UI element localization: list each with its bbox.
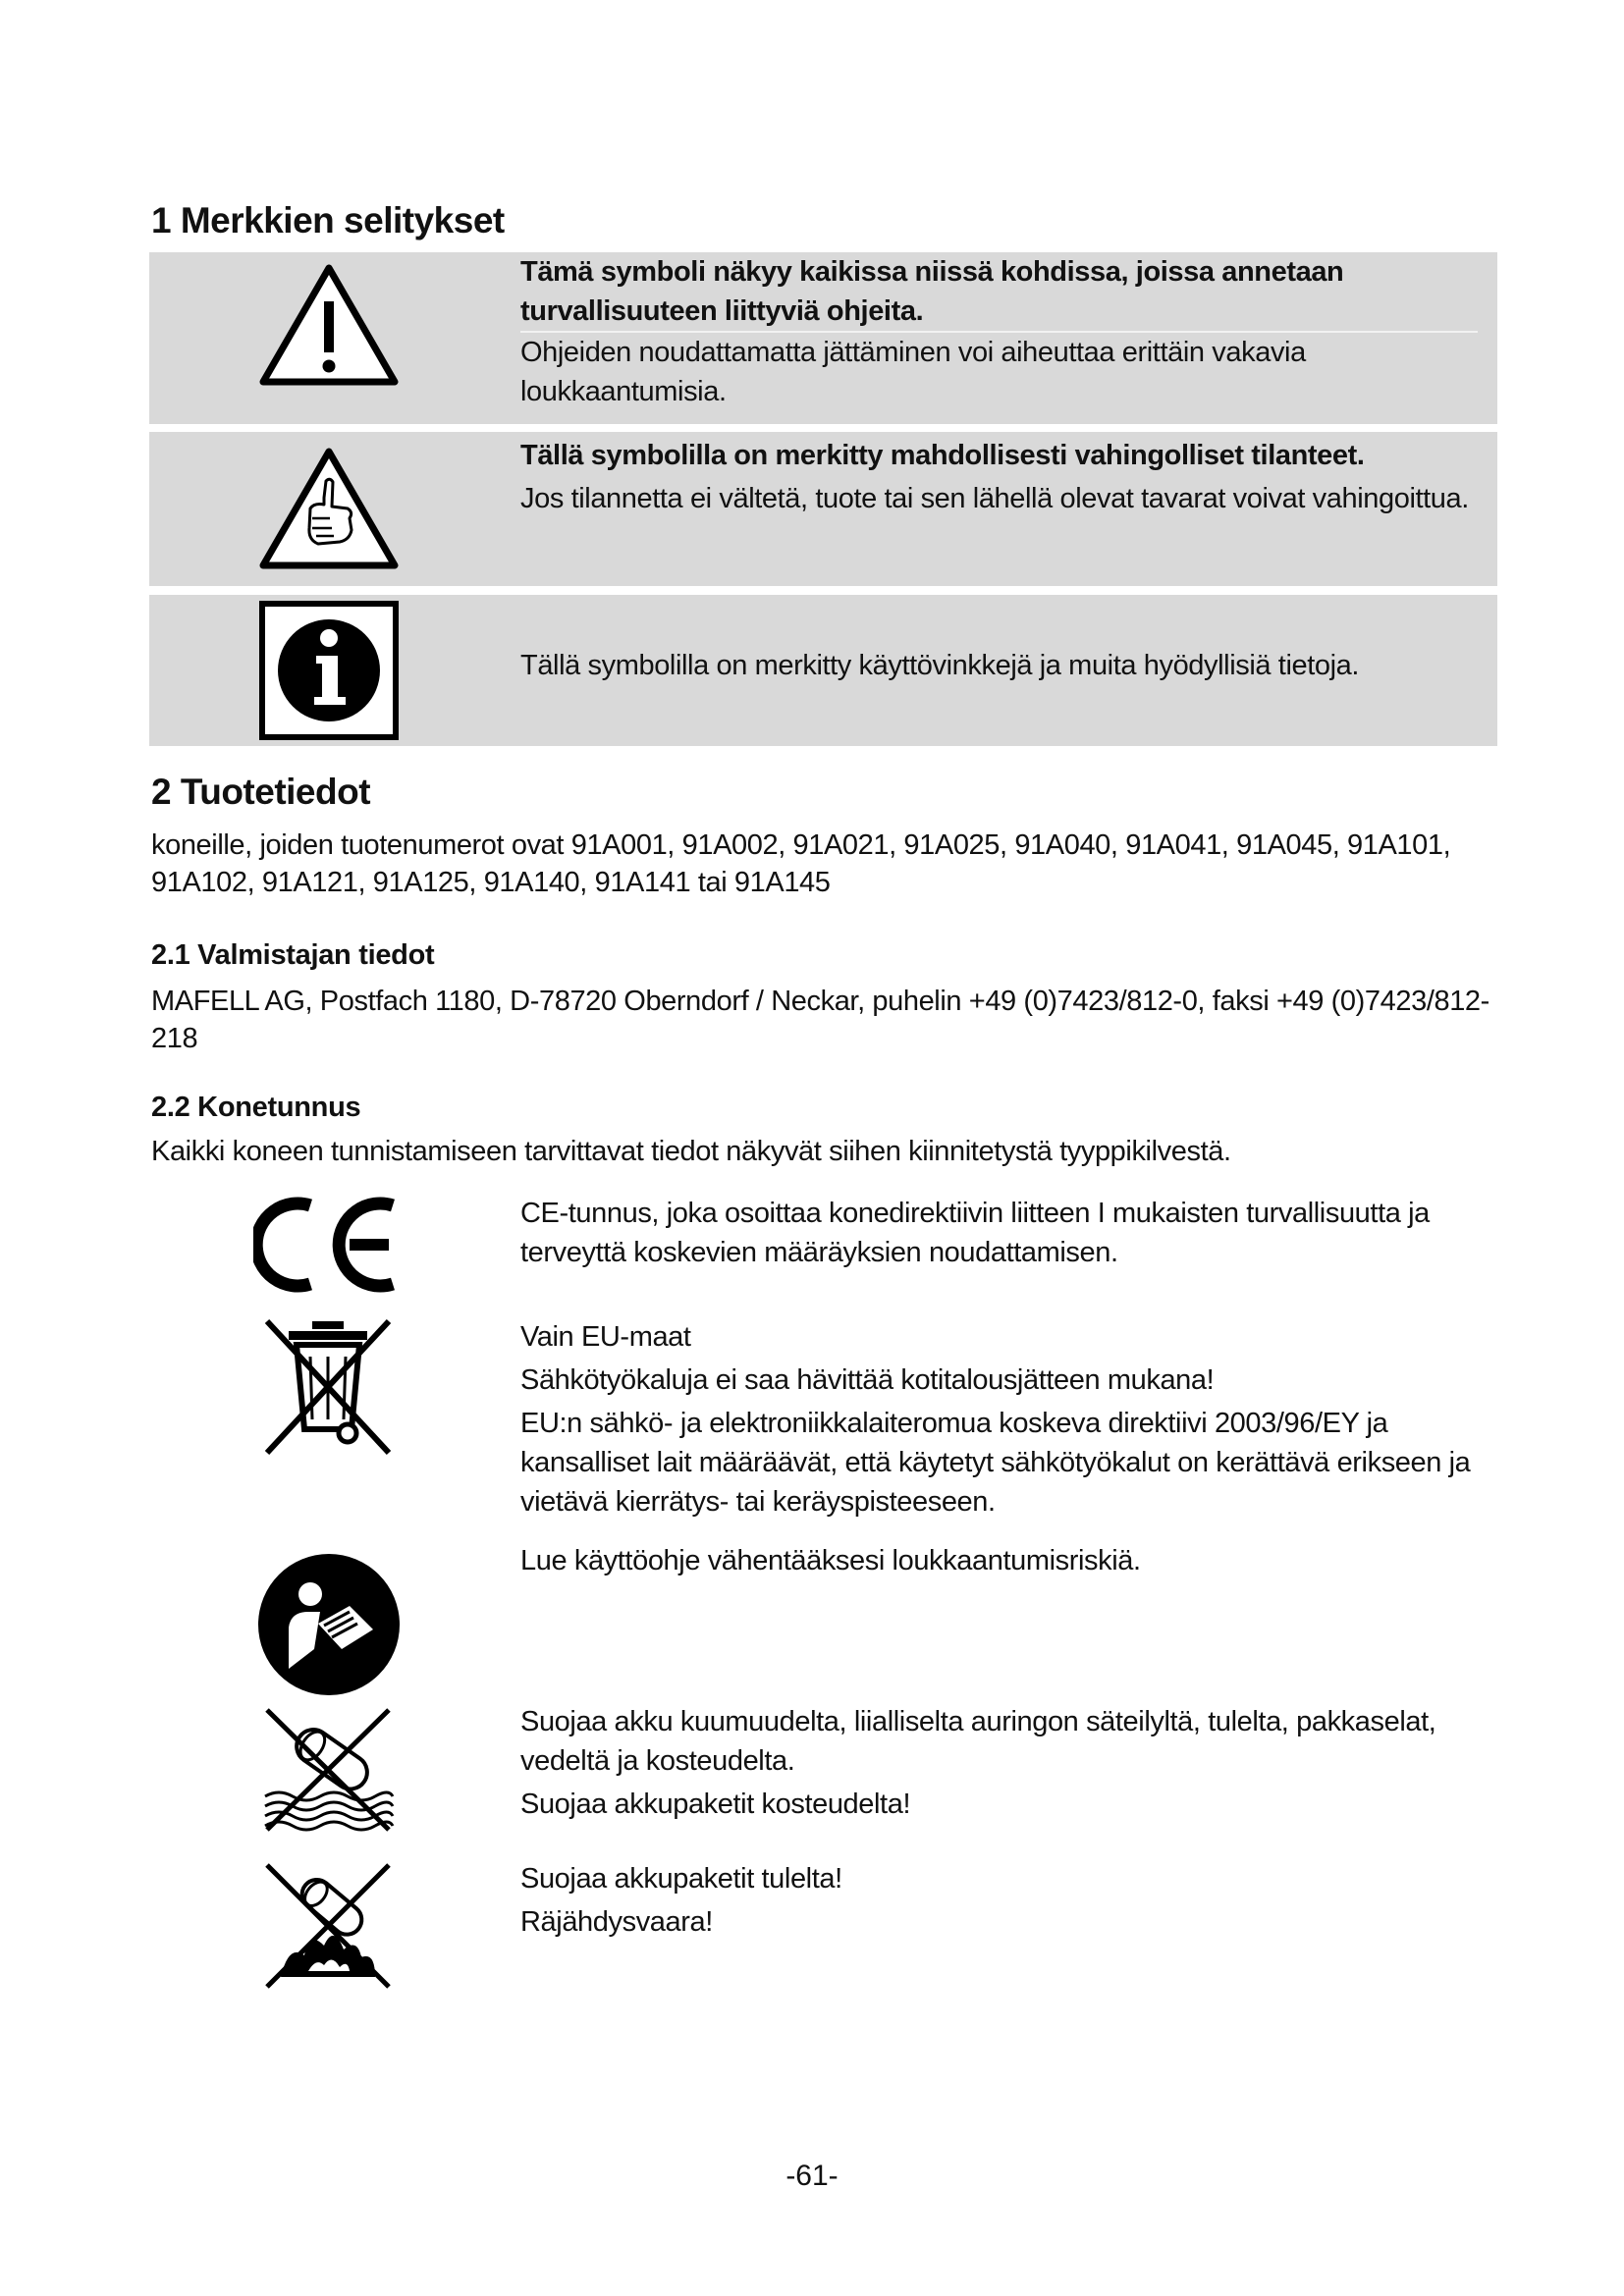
section-2-1-title: 2.1 Valmistajan tiedot bbox=[151, 939, 435, 971]
warning-bold-line-2: turvallisuuteen liittyviä ohjeita. bbox=[520, 292, 1478, 333]
ce-mark-line-2: terveyttä koskevien määräyksien noudattamisen. bbox=[520, 1237, 1118, 1268]
caution-bold-line: Tällä symbolilla on merkitty mahdollisesti vahingolliset tilanteet. bbox=[520, 440, 1365, 471]
weee-line-5: vietävä kierrätys- tai keräyspisteeseen. bbox=[520, 1486, 996, 1518]
weee-line-3: EU:n sähkö- ja elektroniikkalaiteromua koskeva direktiivi 2003/96/EY ja bbox=[520, 1408, 1388, 1439]
fire-line-1: Suojaa akkupaketit tulelta! bbox=[520, 1863, 842, 1895]
read-manual-line-1: Lue käyttöohje vähentääksesi loukkaantumisriskiä. bbox=[520, 1545, 1141, 1576]
heat-water-text bbox=[520, 1702, 1492, 1824]
heat-water-line-1: Suojaa akku kuumuudelta, liialliselta auringon säteilyltä, tulelta, pakkaselat, bbox=[520, 1706, 1436, 1737]
manufacturer-info bbox=[151, 983, 1489, 1057]
manufacturer-line-1: MAFELL AG, Postfach 1180, D-78720 Oberndorf / Neckar, puhelin +49 (0)7423/812-0, faksi +49 (0)7423/812- bbox=[151, 986, 1489, 1017]
product-numbers-line-2: 91A102, 91A121, 91A125, 91A140, 91A141 tai 91A145 bbox=[151, 867, 831, 898]
warning-bold-line-1: Tämä symboli näkyy kaikissa niissä kohdissa, joissa annetaan bbox=[520, 256, 1344, 288]
warning-text-line-2: loukkaantumisia. bbox=[520, 376, 727, 407]
manufacturer-line-2: 218 bbox=[151, 1023, 198, 1054]
caution-text-line: Jos tilannetta ei vältetä, tuote tai sen lähellä olevat tavarat voivat vahingoittua. bbox=[520, 483, 1469, 514]
section-1-title: 1 Merkkien selitykset bbox=[151, 200, 505, 240]
symbol-panel-info bbox=[149, 595, 1497, 746]
no-fire-battery-icon bbox=[259, 1861, 397, 1991]
ce-mark-text bbox=[520, 1194, 1492, 1272]
weee-line-1: Vain EU-maat bbox=[520, 1321, 691, 1353]
weee-text bbox=[520, 1317, 1492, 1522]
heat-water-line-2: vedeltä ja kosteudelta. bbox=[520, 1745, 795, 1777]
product-numbers-line-1: koneille, joiden tuotenumerot ovat 91A001, 91A002, 91A021, 91A025, 91A040, 91A041, 91A045, 91A101, bbox=[151, 829, 1451, 861]
crossed-bin-icon bbox=[259, 1313, 397, 1461]
symbol-panel-warning bbox=[149, 252, 1497, 424]
page-number: -61- bbox=[785, 2160, 839, 2192]
heat-water-line-3: Suojaa akkupaketit kosteudelta! bbox=[520, 1789, 911, 1820]
warning-text-line-1: Ohjeiden noudattamatta jättäminen voi aiheuttaa erittäin vakavia bbox=[520, 337, 1306, 368]
ce-mark-line-1: CE-tunnus, joka osoittaa konedirektiivin liitteen I mukaisten turvallisuutta ja bbox=[520, 1198, 1430, 1229]
hand-warning-triangle-icon bbox=[255, 444, 403, 573]
section-2-title: 2 Tuotetiedot bbox=[151, 772, 371, 812]
fire-text bbox=[520, 1859, 1492, 1942]
symbol-panel-caution bbox=[149, 432, 1497, 586]
weee-line-2: Sähkötyökaluja ei saa hävittää kotitalousjätteen mukana! bbox=[520, 1364, 1215, 1396]
product-numbers bbox=[151, 827, 1450, 901]
weee-line-4: kansalliset lait määräävät, että käytetyt sähkötyökalut on kerättävä erikseen ja bbox=[520, 1447, 1471, 1478]
fire-line-2: Räjähdysvaara! bbox=[520, 1906, 713, 1938]
warning-triangle-icon bbox=[255, 260, 403, 390]
no-heat-water-battery-icon bbox=[259, 1706, 397, 1834]
type-plate-intro: Kaikki koneen tunnistamiseen tarvittavat tiedot näkyvät siihen kiinnitetystä tyyppikilvestä. bbox=[151, 1136, 1231, 1167]
info-text-line: Tällä symbolilla on merkitty käyttövinkkejä ja muita hyödyllisiä tietoja. bbox=[520, 650, 1360, 681]
read-manual-icon bbox=[255, 1551, 403, 1698]
ce-mark-icon bbox=[253, 1196, 401, 1294]
info-icon bbox=[257, 599, 401, 742]
section-2-2-title: 2.2 Konetunnus bbox=[151, 1092, 361, 1123]
read-manual-text bbox=[520, 1541, 1492, 1580]
